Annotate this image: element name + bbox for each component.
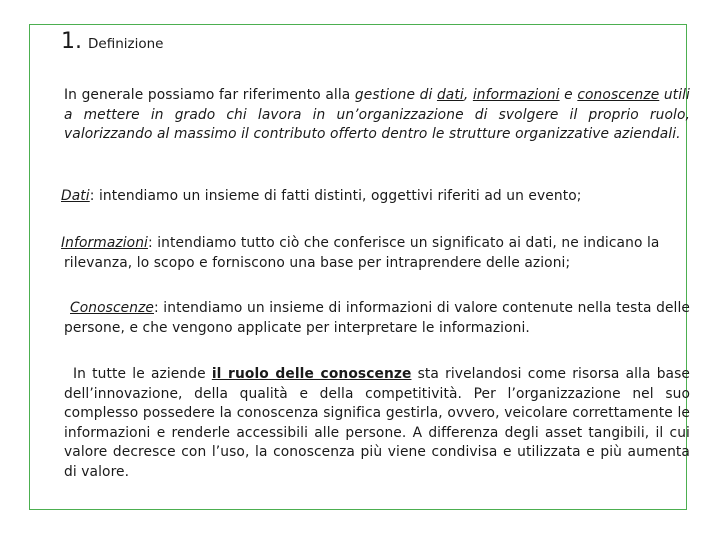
intro-text-1: In generale possiamo far riferimento alla [64,87,355,103]
conoscenze-definition: : intendiamo un insieme di informazioni di valore contenute nella testa delle persone, e che vengono applicate per interpretare le informazioni. [64,300,690,336]
intro-term-informazioni: informazioni [472,87,560,103]
ruolo-text-1: In tutte le aziende [73,366,212,382]
conoscenze-term: Conoscenze [70,300,154,316]
dati-definition: : intendiamo un insieme di fatti distinti, oggettivi riferiti ad un evento; [89,188,582,204]
informazioni-definition-1: : intendiamo tutto ciò che conferisce un significato ai dati, ne indicano la [147,235,660,251]
section-number: 1. [61,29,82,54]
intro-text-8: utili a mettere in grado chi lavora in un’organizzazione di svolgere il proprio ruolo, valorizzando al massimo il contributo offerto dentro le strutture organizzative aziendali. [64,87,690,142]
informazioni-definition-2: rilevanza, lo scopo e forniscono una base per intraprendere delle azioni; [64,254,571,271]
ruolo-text-3: sta rivelandosi come risorsa alla base dell’innovazione, della qualità e della competitività. Per l’organizzazione nel suo complesso possedere la conoscenza significa gestirla, ovvero, veicolare correttamente le informazioni e renderle accessibili alle persone. A differenza degli asset tangibili, il cui valore decresce con l’uso, la conoscenza più viene condivisa e utilizzata e più aumenta di valore. [64,366,690,480]
conoscenze-paragraph [64,299,690,338]
informazioni-term: Informazioni [61,235,148,251]
ruolo-emphasis: il ruolo delle conoscenze [211,366,412,382]
intro-text-6: e [559,87,578,103]
informazioni-line-1 [61,234,687,254]
intro-paragraph [64,86,690,145]
section-title: Definizione [88,36,164,52]
ruolo-paragraph [64,365,690,482]
intro-term-dati: dati [436,87,464,103]
intro-term-conoscenze: conoscenze [577,87,660,103]
dati-term: Dati [61,188,90,204]
intro-text-2: gestione di [354,87,437,103]
section-heading [61,29,163,54]
dati-paragraph [61,187,687,207]
intro-text-4: , [463,87,473,103]
informazioni-paragraph [61,234,687,273]
